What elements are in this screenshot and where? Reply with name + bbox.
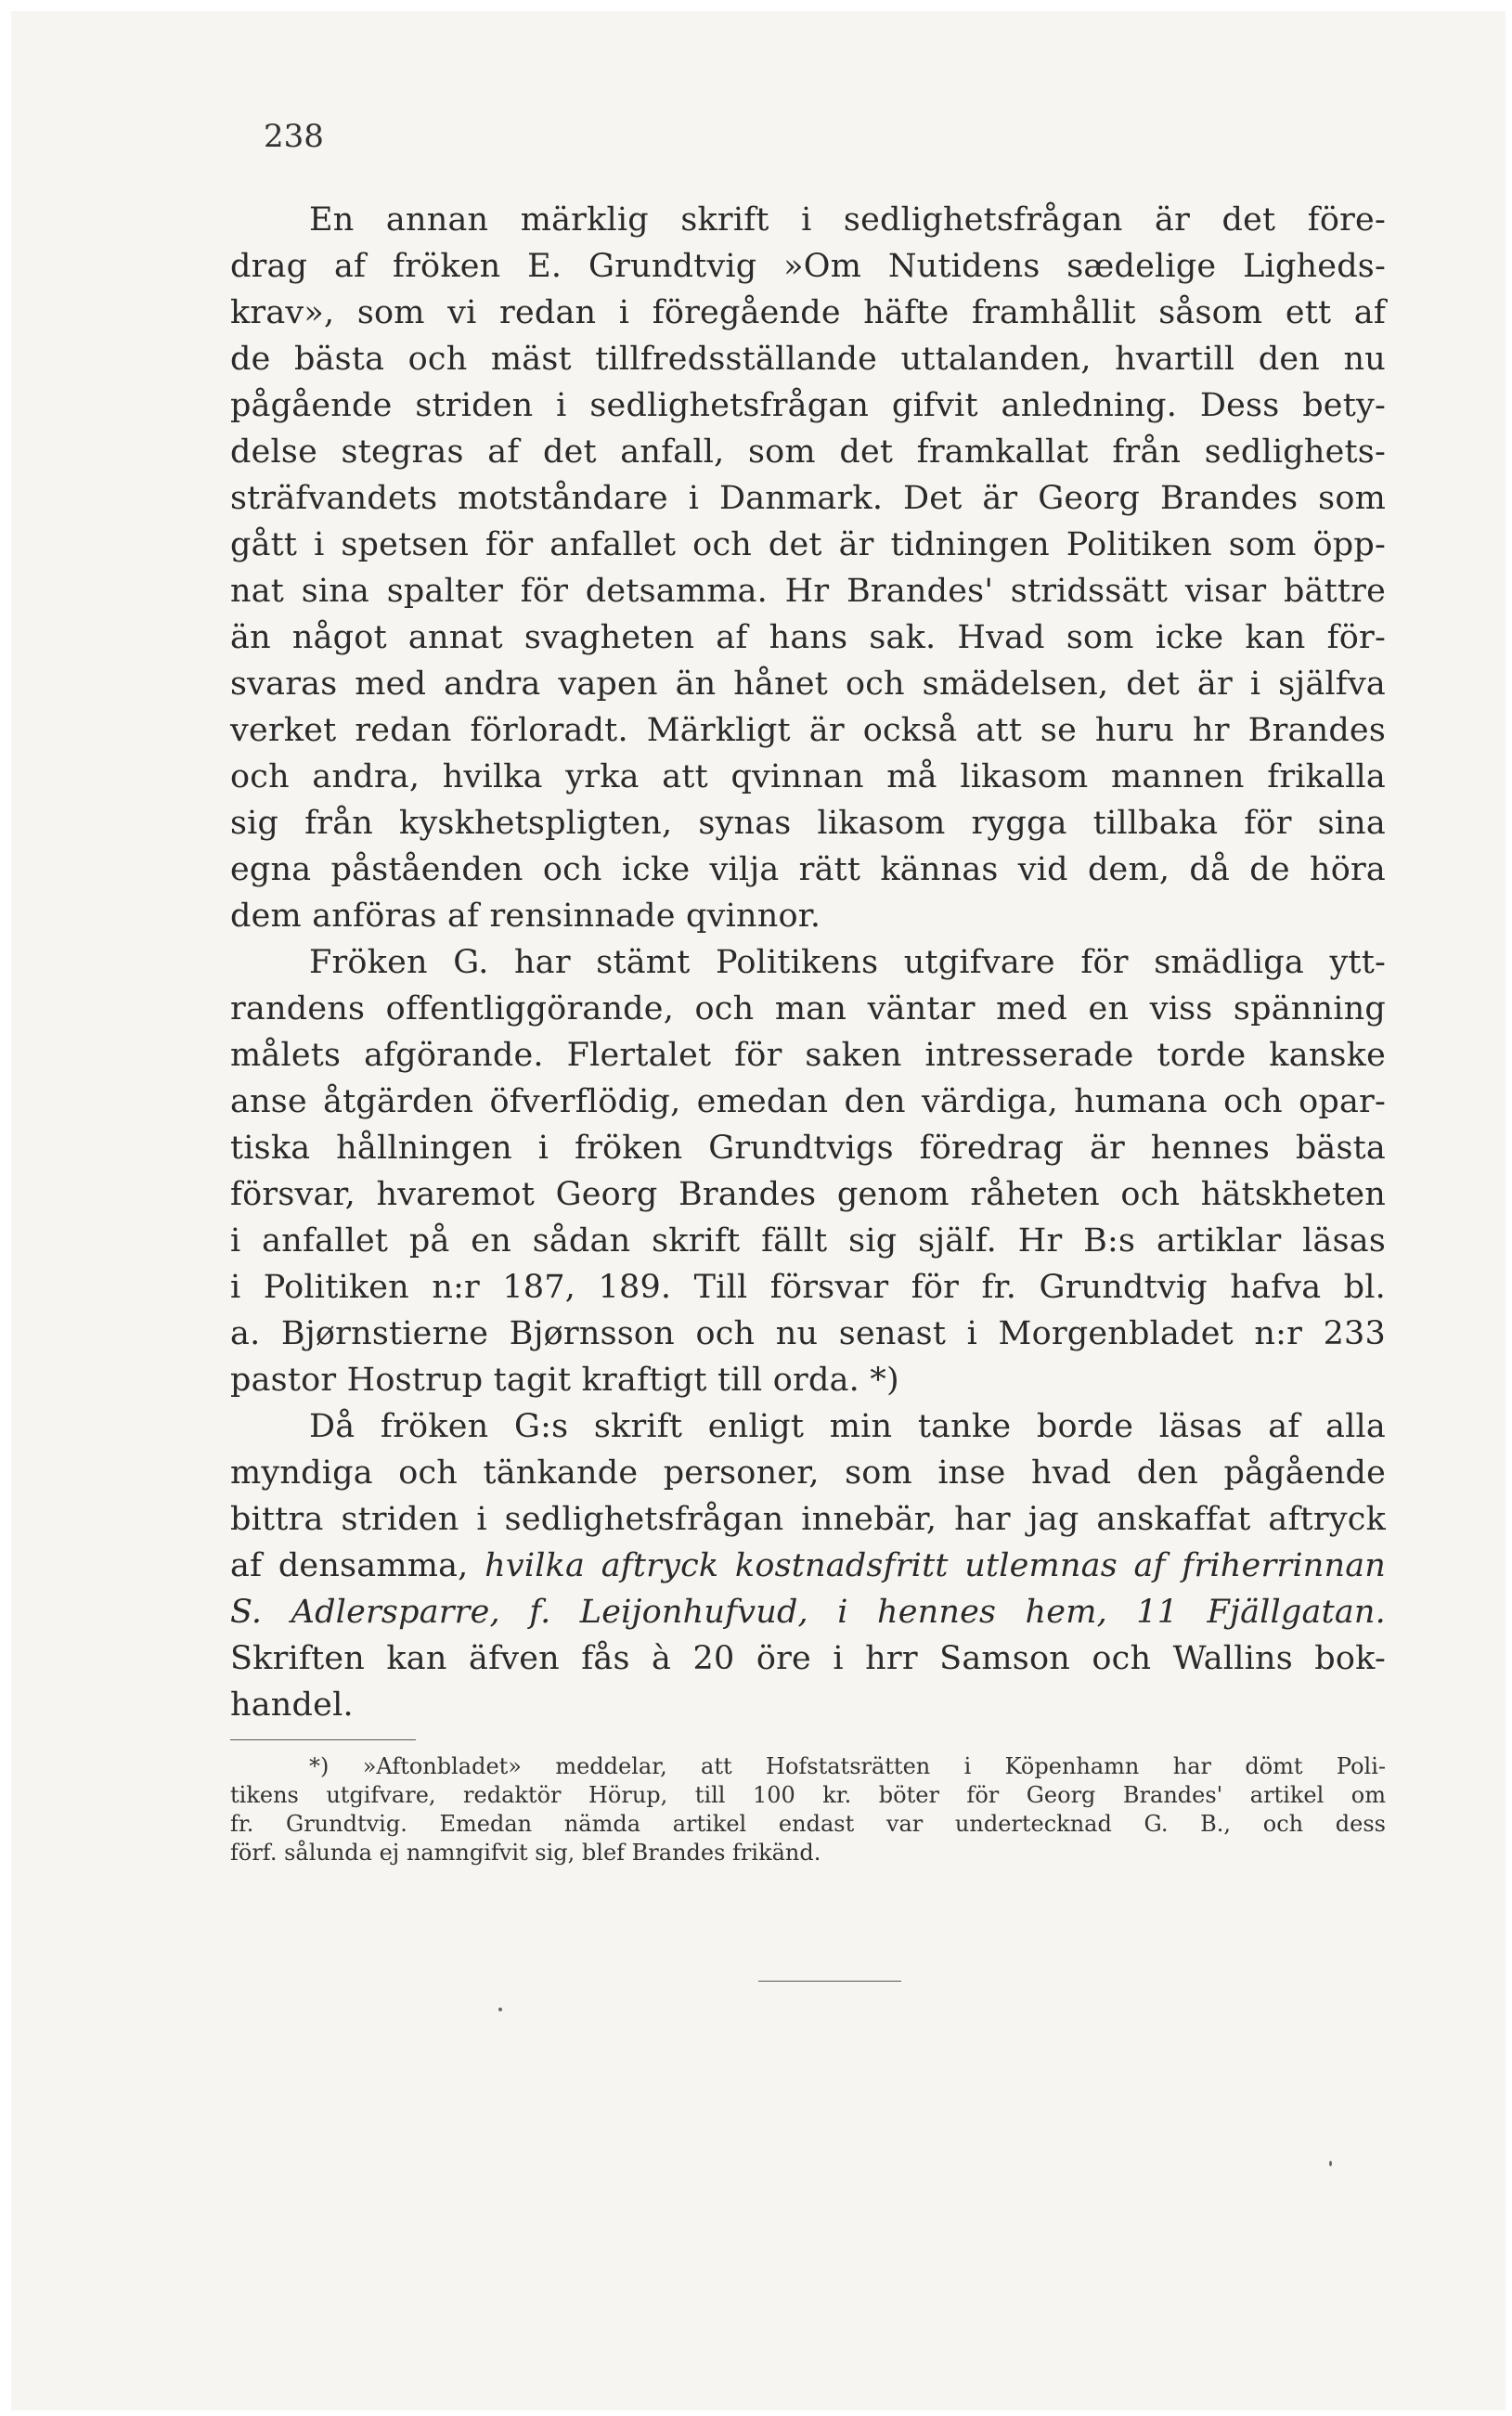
page-number: 238 [264, 118, 324, 155]
text-line: myndiga och tänkande personer, som inse hvad den pågående [230, 1454, 1386, 1492]
text-line: Då fröken G:s skrift enligt min tanke borde läsas af alla [309, 1408, 1386, 1445]
text-line: Fröken G. har stämt Politikens utgifvare för smädliga ytt- [309, 944, 1386, 981]
end-rule [758, 1981, 901, 1982]
text-line: sig från kyskhetspligten, synas likasom rygga tillbaka för sina [230, 805, 1386, 842]
text-line: verket redan förloradt. Märkligt är också att se huru hr Brandes [230, 712, 1386, 749]
italic-text: hvilka aftryck kostnadsfritt utlemnas af friherrinnan [485, 1547, 1387, 1584]
text-line: pågående striden i sedlighetsfrågan gifvit anledning. Dess bety- [230, 387, 1386, 424]
footnote-line: *) »Aftonbladet» meddelar, att Hofstatsrätten i Köpenhamn har dömt Poli- [309, 1753, 1386, 1779]
roman-text: af densamma, [230, 1547, 485, 1584]
text-line: sträfvandets motståndare i Danmark. Det är Georg Brandes som [230, 480, 1386, 517]
footnote [230, 1752, 1386, 1867]
text-line: gått i spetsen för anfallet och det är tidningen Politiken som öpp- [230, 526, 1386, 563]
text-line: och andra, hvilka yrka att qvinnan må likasom mannen frikalla [230, 758, 1386, 795]
text-line: i Politiken n:r 187, 189. Till försvar för fr. Grundtvig hafva bl. [230, 1269, 1386, 1306]
text-line: de bästa och mäst tillfredsställande uttalanden, hvartill den nu [230, 341, 1386, 378]
text-line: krav», som vi redan i föregående häfte framhållit såsom ett af [230, 294, 1386, 331]
text-line: pastor Hostrup tagit kraftigt till orda. *) [230, 1362, 899, 1399]
text-line: nat sina spalter för detsamma. Hr Brandes' stridssätt visar bättre [230, 573, 1386, 610]
footnote-line: förf. sålunda ej namngifvit sig, blef Brandes frikänd. [230, 1840, 821, 1866]
text-line: dem anföras af rensinnade qvinnor. [230, 898, 821, 935]
text-line: målets afgörande. Flertalet för saken intresserade torde kanske [230, 1037, 1386, 1074]
text-line: i anfallet på en sådan skrift fällt sig själf. Hr B:s artiklar läsas [230, 1222, 1386, 1260]
body-text [230, 197, 1386, 1728]
footnote-rule [230, 1739, 416, 1740]
text-line: svaras med andra vapen än hånet och smädelsen, det är i själfva [230, 665, 1386, 703]
footnote-line: fr. Grundtvig. Emedan nämda artikel endast var undertecknad G. B., och dess [230, 1811, 1386, 1837]
text-line-mixed [230, 1543, 1386, 1589]
text-line: bittra striden i sedlighetsfrågan innebär, har jag anskaffat aftryck [230, 1501, 1386, 1538]
text-line: Skriften kan äfven fås à 20 öre i hrr Samson och Wallins bok- [230, 1640, 1386, 1677]
text-line: försvar, hvaremot Georg Brandes genom råheten och hätskheten [230, 1176, 1386, 1213]
text-line: En annan märklig skrift i sedlighetsfrågan är det före- [309, 201, 1386, 239]
print-speck [498, 2008, 502, 2011]
text-line: delse stegras af det anfall, som det framkallat från sedlighets- [230, 433, 1386, 471]
italic-text-line: S. Adlersparre, f. Leijonhufvud, i hennes hem, 11 Fjällgatan. [230, 1594, 1386, 1631]
footnote-line: tikens utgifvare, redaktör Hörup, till 100 kr. böter för Georg Brandes' artikel om [230, 1782, 1386, 1808]
text-line: a. Bjørnstierne Bjørnsson och nu senast i Morgenbladet n:r 233 [230, 1315, 1386, 1352]
text-line: handel. [230, 1686, 354, 1724]
text-line: anse åtgärden öfverflödig, emedan den värdiga, humana och opar- [230, 1083, 1386, 1120]
print-speck [1329, 2161, 1332, 2166]
text-line: tiska hållningen i fröken Grundtvigs föredrag är hennes bästa [230, 1130, 1386, 1167]
text-line: än något annat svagheten af hans sak. Hvad som icke kan för- [230, 619, 1386, 656]
text-line: egna påståenden och icke vilja rätt kännas vid dem, då de höra [230, 851, 1386, 888]
text-line: randens offentliggörande, och man väntar med en viss spänning [230, 990, 1386, 1027]
text-line: drag af fröken E. Grundtvig »Om Nutidens sædelige Ligheds- [230, 248, 1386, 285]
